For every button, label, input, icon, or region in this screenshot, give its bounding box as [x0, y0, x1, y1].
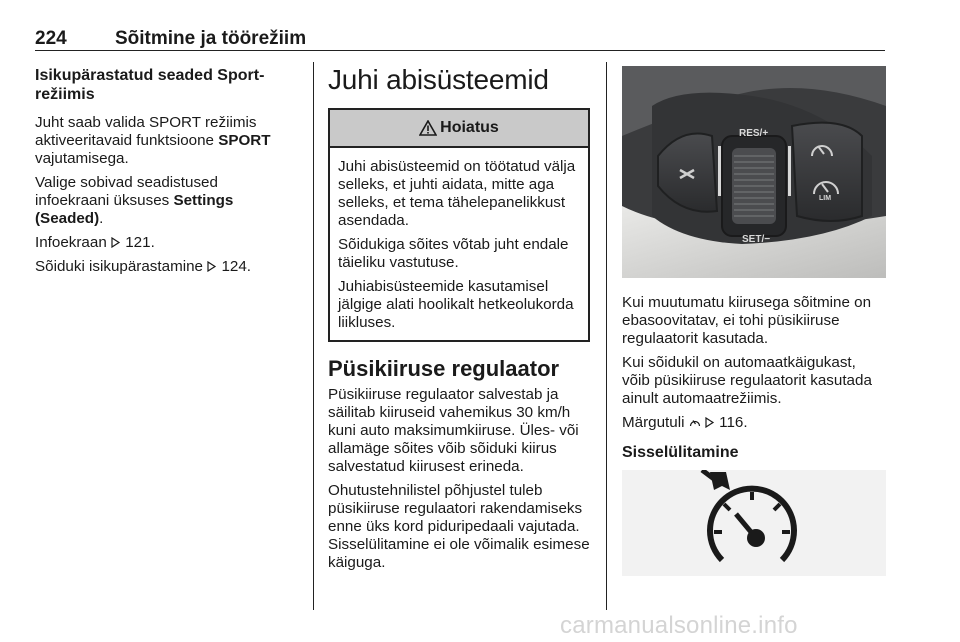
warning-paragraph: Sõidukiga sõites võtab juht endale täieliku vastutuse. [338, 236, 569, 271]
cross-reference-arrow-icon [207, 261, 217, 272]
column-divider [313, 62, 314, 610]
cruise-control-heading: Püsikiiruse regulaator [328, 356, 560, 381]
warning-body [330, 148, 588, 340]
column-right [622, 62, 886, 576]
page-number: 224 [35, 28, 67, 49]
paragraph: Sisselülitamine ei ole võimalik esimese käiguga. [328, 536, 590, 571]
cross-reference-link[interactable]: Infoekraan 121. [35, 234, 155, 251]
activation-heading: Sisselülitamine [622, 444, 739, 461]
cruise-control-lamp-icon [689, 417, 701, 428]
watermark: carmanualsonline.info [560, 612, 798, 639]
steering-wheel-controls-photo [622, 66, 886, 278]
page-header [35, 28, 885, 51]
paragraph: Ohutustehnilistel põhjustel tuleb püsikiiruse regulaatori rakendamiseks enne üks kord piduripedaali vajutada. [328, 482, 583, 535]
settings-label: Settings (Seaded) [35, 192, 234, 227]
res-plus-label: RES/+ [739, 128, 769, 139]
lim-label: LIM [819, 195, 832, 202]
steering-wheel-illustration [622, 66, 886, 278]
cruise-control-button-illustration [622, 470, 886, 576]
cruise-control-button-icon [622, 470, 886, 576]
column-middle [328, 62, 590, 578]
cross-reference-link[interactable]: Märgutuli 116. [622, 414, 748, 431]
sport-button-label: SPORT [218, 132, 271, 149]
cross-reference-arrow-icon [111, 237, 121, 248]
paragraph: Valige sobivad seadistused infoekraani üksuses Settings (Seaded). [35, 174, 234, 227]
driver-assistance-heading: Juhi abisüsteemid [328, 64, 549, 95]
warning-paragraph: Juhi abisüsteemid on töötatud välja selleks, et juhti aidata, mitte aga selleks, et tema tähelepanelikkust asendada. [338, 158, 576, 229]
cross-reference-arrow-icon [705, 417, 715, 428]
paragraph: Püsikiiruse regulaator salvestab ja säilitab kiiruseid vahemikus 30 km/h kuni auto maksimumkiiruse. Üles- või allamäge sõites võib sõiduki kiirus salvestatud kiirusest erineda. [328, 386, 579, 475]
warning-triangle-icon [419, 120, 437, 136]
warning-header [330, 110, 588, 148]
column-left [35, 62, 290, 282]
cross-reference-link[interactable]: Sõiduki isikupärastamine 124. [35, 258, 252, 275]
warning-paragraph: Juhiabisüsteemide kasutamisel jälgige alati hoolikalt hetkeolukorda liikluses. [338, 278, 574, 331]
sport-mode-heading: Isikupärastatud seaded Sport-režiimis [35, 67, 265, 103]
warning-title: Hoiatus [440, 119, 499, 136]
warning-box [328, 108, 590, 342]
column-divider [606, 62, 607, 610]
paragraph: Juht saab valida SPORT režiimis aktiveeritavaid funktsioone SPORT vajutamisega. [35, 114, 271, 167]
paragraph: Kui muutumatu kiirusega sõitmine on ebasoovitatav, ei tohi püsikiiruse regulaatorit kasutada. [622, 294, 872, 347]
paragraph: Kui sõidukil on automaatkäigukast, võib püsikiiruse regulaatorit kasutada ainult automaatrežiimis. [622, 354, 872, 407]
chapter-title: Sõitmine ja töörežiim [115, 28, 307, 49]
set-minus-label: SET/− [742, 234, 771, 245]
